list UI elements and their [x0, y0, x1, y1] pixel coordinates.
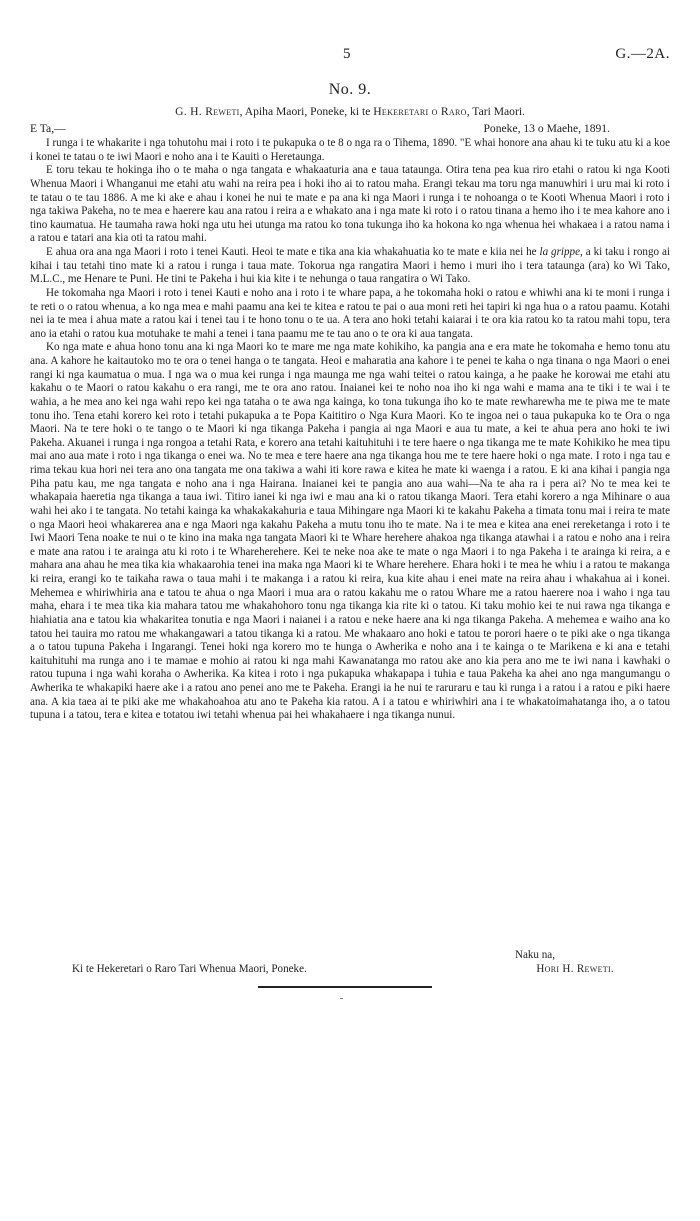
- document-reference: G.—2A.: [615, 46, 670, 62]
- letter-closing: [30, 948, 670, 976]
- letter-body: [30, 137, 670, 723]
- paragraph: He tokomaha nga Maori i roto i tenei Kauti e noho ana i roto i te whare papa, a he tokomaha hoki o ratou e whiwhi ana ki te moni i runga i te reti o o ratou whenua, a ko nga mea e mahi paamu ana kei te kitea e ratou te pai o aua moni reti hei tapiri ki nga hua o a ratou paamu. Kotahi nei ia te mea i ahua mate a ratou kai i tenei tau i te hono tonu o te ua. A tera ano hoki tetahi kaiarai i te ora kia ratou ko ta ratou mahi topu, tera ano ia etahi o ratou kua motuhake te mahi a tenei i tana paamu me te tau ano o te ora ki aua tangata.: [30, 286, 670, 340]
- heading-from-role: , Apiha Maori, Poneke, ki te: [239, 105, 374, 118]
- paragraph: I runga i te whakarite i nga tohutohu mai i roto i te pukapuka o te 8 o nga ra o Tihema, 1890. "E whai honore ana ahau ki te tuku atu ki a koe i konei te tatau o te iwi Maori e noho ana i te Kauiti o Heretaunga.: [30, 137, 670, 163]
- valediction: Naku na,: [514, 949, 555, 961]
- letter-heading: [30, 105, 670, 118]
- foreign-term: la grippe: [539, 246, 581, 258]
- section-divider-rule: [258, 986, 432, 988]
- print-speck: [340, 998, 343, 999]
- heading-to-suffix: , Tari Maori.: [466, 105, 525, 118]
- dateline: Poneke, 13 o Maehe, 1891.: [483, 122, 610, 135]
- heading-from-name: G. H. Reweti: [175, 105, 240, 118]
- addressee: Ki te Hekeretari o Raro Tari Whenua Maori, Poneke.: [72, 963, 307, 975]
- paragraph: Ko nga mate e ahua hono tonu ana ki nga Maori ko te mare me nga mate kohikiho, ka pangia ana e era mate he tokomaha e hemo tonu atu ana. A kahore he kaitautoko mo te ora o tenei hanga o te tangata. Heoi e maharatia ana kahore i te penei te kaha o nga tinana o nga Maori o enei rangi ki nga kaumatua o mua. I nga wa o mua kei runga i nga maunga me nga wahi teitei o ratou kainga, a he paake he korowai me etahi atu kakahu o te Maori o ratou kakahu o era rangi, me te ora ano ratou. Inaianei kei te noho noa iho ki nga wahi e mama ana te tiki i te wai i te wahia, a he mea ano kei nga wahi repo kei nga tataha o te awa nga kainga, ko tona tukunga iho ko te mate rewharewha me te piwa me te mate tonu iho. Tena etahi korero kei roto i tetahi pukapuka a te Popa Kaititiro o Nga Kura Maori. Ko te ingoa nei o taua pukapuka ko te Ora o nga Maori. Na te tere hoki o te tango o te Maori ki nga tikanga Pakeha i pangia ai nga Maori e aua tu mate, a kei te ahua pera ano hoki te iwi Pakeha. Akuanei i runga i nga rongoa a tetahi Rata, e korero ana tetahi kaituhituhi i te tere haere o nga tikanga me te mate Kohikiko he mea tipu mai ano aua mate i roto i nga tikanga o enei wa. No te mea e tere haere ana nga tikanga hou me te tere haere hoki o nga mate. I roto i nga tau e rima tekau kua hori nei tera ano ona tangata me ona takiwa a wahi iti kore rawa e kitea he mate ki waenga i a ratou. E ki ana kihai i pangia nga Piha patu kau, me nga tangata e noho ana i nga Hairana. Inaianei kei te pangia ano aua wahi—Na te aha ra i pera ai? No te mea kei te whakapaia haeretia nga tikanga a taua iwi. Titiro ianei ki nga iwi e mau ana ki o ratou tikanga Maori. Tera etahi korero a nga Mihinare o aua wahi hei ako i te tangata. No tetahi kainga ka whakakakahuria e taua Mihingare nga Maori ki te kakahu Pakeha a timata tonu mai i reira te mate o nga Maori heoi whakarerea ana e nga Maori nga kakahu Pakeha a mutu tonu iho te mate. Na i te mea e kitea ana enei rereketanga i roto i te Iwi Maori Tena noake te nui o te kino ina maka nga tangata Maori ki te Whare herehere ahakoa nga tikanga atawhai i a ratou e noho ana i reira e mate ana ratou i te arainga atu ki roto i te Whareherehere. Kei te neke noa ake te mate o nga Maori i to nga Pakeha i te arainga ki reira, a e mahara ana ahau he mea tika kia whakaarohia tenei ina maka nga Maori ki te Whare herehere. Ehara hoki i te mea he whiu i a ratou te makanga ki reira, erangi ko te taikaha rawa o taua mahi i te makanga i a ratou ki reira, kua kite ahau i enei mate na reira ahau i whakahua ai i konei. Mehemea e whiriwhiria ana e tatou te ahua o nga Maori i mua ara o ratou kakahu me o ratou Whare me a ratou haerere noa i waho i nga tau maha, ehara i te mea tika kia mahara tatou me whakahohoro tonu nga tikanga kia rite ki o tatou. Ki taku mohio kei te nui rawa nga tikanga e hiahiatia ana e tatou kia whakaritea tonutia e nga Maori i naianei i a ratou e neke haere ana ki nga tikanga Pakeha. A mehemea e waiho ana ko tatou hei tauira mo ratou me whakangawari a tatou tikanga ki a ratou. Me whakaaro ano hoki e tatou te porori haere o te piki ake o nga tikanga a o tatou tupuna Pakeha i Ingarangi. Tenei hoki nga korero mo te hunga o Awherika e noho ana i te kainga o te Marikena e ki ana e tetahi kaituhituhi ma runga ano i te mamae e mohio ai ratou ki nga mahi Kawanatanga mo ratou ake ano kia pera ano me te iwi nana i kawhaki o ratou tupuna i nga wahi koraha o Awherika. Ka kitea i roto i nga pukapuka whakapapa i tuhia e taua Pakeha ka ahei ano nga mangumangu o Awherika te whakapiki haere ake i a ratou ano penei ano me te Pakeha. Erangi ia he nui te raruraru e tau ki runga i a ratou i a ratou e piki haere ana. A kia taea ai te piki ake me whakahoahoa atu ano te Pakeha kia ratou. A i a tatou e whiriwhiri ana i te whakatoimahatanga iho, a o tatou tupuna i a tatou, tera e kitea e totatou iwi tetahi whenua pai hei whakahaere i nga tikanga nunui.: [30, 341, 670, 722]
- paragraph: E ahua ora ana nga Maori i roto i tenei Kauti. Heoi te mate e tika ana kia whakahuatia ko te mate e kiia nei he la grippe, a ki taku i rongo ai kihai i tau tetahi tino mate ki a ratou i runga i taua mate. Tokorua nga rangatira Maori i hemo i muri iho i tera tataunga (ara) ko Wi Tako, M.L.C., me Henare te Puni. He tini te Pakeha i hui kia kite i te nehunga o taua rangatira o Wi Tako.: [30, 246, 670, 286]
- paragraph: E toru tekau te hokinga iho o te maha o nga tangata e whakaaturia ana e taua tataunga. Otira tena pea kua riro etahi o ratou ki nga Kooti Whenua Maori i Whanganui me etahi atu wahi na reira pea i hoki iho ai to ratou maha. Erangi tekau ma toru nga manuwhiri i uru mai ki roto i te tatau o te tau 1886. A me ki ake e ahau i konei he nui te mate e pa ana ki nga Maori i runga i te nohoanga o te Kooti Whenua Maori i roto i nga takiwa Pakeha, no te mea e haerere kau ana ratou i reira a e whakato ana i nga mate ki roto i o ratou tinana a hemo iho i te mea kahore ano i tino kaumatua. He taumaha rawa hoki nga utu hei utunga ma ratou ko tona tukunga iho ka hokona ko nga whenua hei whakaea i a ratou nama i a ratou e tatari ana kia oti ta ratou mahi.: [30, 164, 670, 245]
- heading-to-name: Hekeretari o Raro: [373, 105, 467, 118]
- signature: Hori H. Reweti.: [536, 963, 614, 975]
- closing-row: [30, 962, 670, 976]
- page-number: 5: [343, 46, 351, 62]
- document-number: No. 9.: [328, 81, 372, 98]
- salutation: E Ta,—: [30, 122, 66, 135]
